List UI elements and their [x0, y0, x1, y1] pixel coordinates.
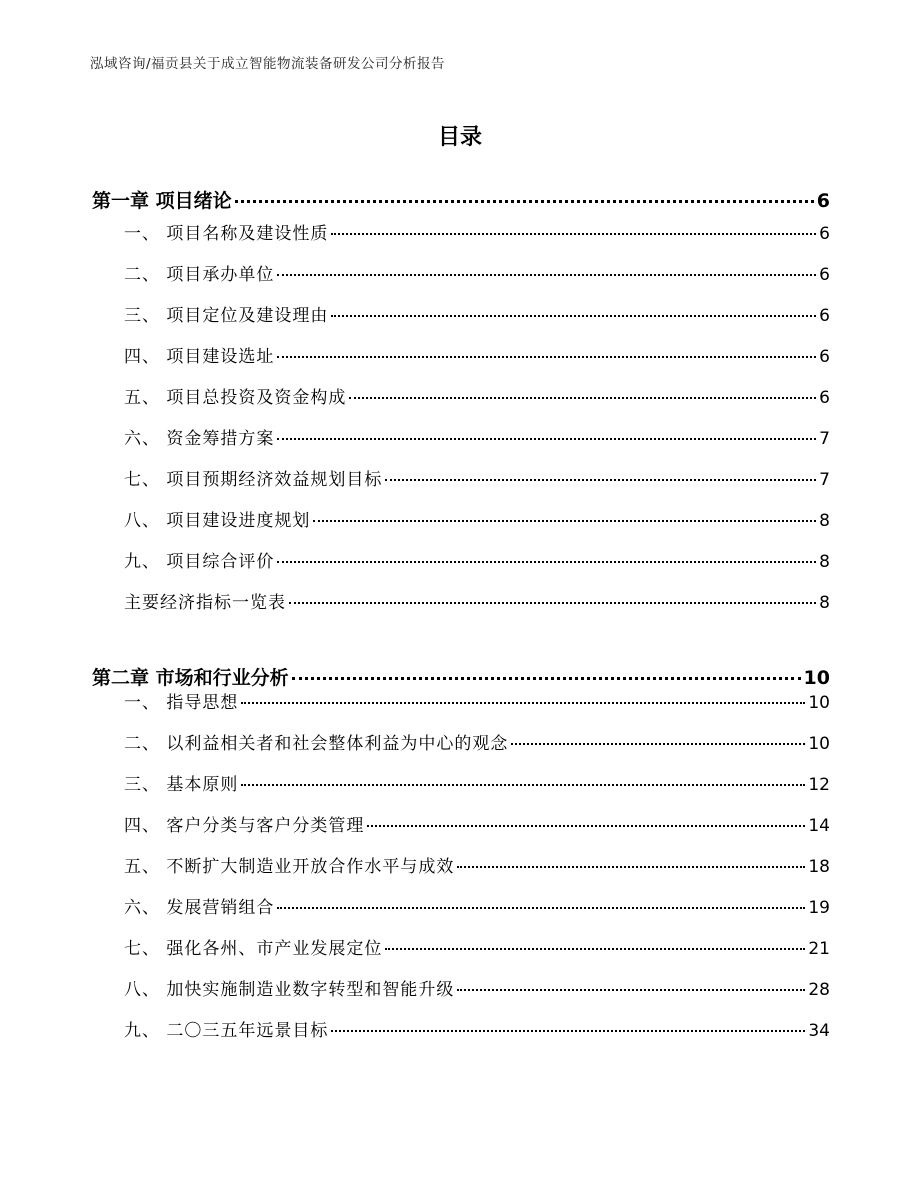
leader-dots: [457, 989, 805, 991]
toc-title: 目录: [437, 125, 482, 150]
toc-section-entry[interactable]: [124, 934, 830, 959]
leader-dots: [367, 825, 805, 827]
toc-section-entry[interactable]: [124, 301, 830, 326]
leader-dots: [385, 948, 805, 950]
leader-dots: [331, 315, 816, 317]
toc-entry-page: 6: [819, 306, 830, 326]
toc-entry-page: 6: [819, 388, 830, 408]
toc-entry-label: 四、 项目建设选址: [124, 347, 275, 367]
toc-section-entry[interactable]: [124, 588, 830, 613]
toc-entry-page: 7: [819, 470, 830, 490]
toc-section-entry[interactable]: [124, 893, 830, 918]
toc-entry-label: 五、 项目总投资及资金构成: [124, 388, 347, 408]
toc-entry-page: 10: [808, 734, 830, 754]
toc-entry-page: 6: [819, 265, 830, 285]
toc-entry-label: 一、 指导思想: [124, 693, 239, 713]
toc-section-entry[interactable]: [124, 975, 830, 1000]
toc-entry-label: 七、 项目预期经济效益规划目标: [124, 470, 383, 490]
toc-entry-label: 八、 项目建设进度规划: [124, 511, 311, 531]
toc-entry-label: 四、 客户分类与客户分类管理: [124, 816, 365, 836]
toc-section-entry[interactable]: [124, 506, 830, 531]
leader-dots: [349, 397, 816, 399]
toc-section-entry[interactable]: [124, 383, 830, 408]
leader-dots: [277, 907, 805, 909]
toc-entry-page: 6: [816, 190, 830, 212]
leader-dots: [385, 479, 816, 481]
toc-entry-label: 主要经济指标一览表: [124, 593, 286, 613]
toc-entry-label: 五、 不断扩大制造业开放合作水平与成效: [124, 857, 455, 877]
toc-chapter-entry[interactable]: [92, 663, 830, 690]
toc-entry-label: 九、 项目综合评价: [124, 552, 275, 572]
toc-entry-page: 28: [808, 980, 830, 1000]
leader-dots: [241, 784, 805, 786]
toc-entry-page: 10: [808, 693, 830, 713]
toc-entry-label: 三、 基本原则: [124, 775, 239, 795]
toc-entry-page: 6: [819, 224, 830, 244]
toc-entry-page: 7: [819, 429, 830, 449]
toc-section-entry[interactable]: [124, 729, 830, 754]
toc-entry-page: 21: [808, 939, 830, 959]
leader-dots: [313, 520, 816, 522]
toc-entry-page: 6: [819, 347, 830, 367]
toc-section-entry[interactable]: [124, 547, 830, 572]
toc-entry-label: 九、 二〇三五年远景目标: [124, 1021, 329, 1041]
toc-entry-page: 8: [819, 593, 830, 613]
toc-chapter-entry[interactable]: [92, 186, 830, 213]
toc-entry-page: 14: [808, 816, 830, 836]
leader-dots: [511, 743, 805, 745]
leader-dots: [241, 702, 805, 704]
leader-dots: [289, 602, 816, 604]
toc-entry-page: 19: [808, 898, 830, 918]
leader-dots: [331, 233, 816, 235]
leader-dots: [292, 677, 801, 680]
toc-section-entry[interactable]: [124, 688, 830, 713]
toc-entry-label: 六、 发展营销组合: [124, 898, 275, 918]
toc-entry-label: 三、 项目定位及建设理由: [124, 306, 329, 326]
toc-entry-page: 8: [819, 552, 830, 572]
leader-dots: [457, 866, 805, 868]
toc-section-entry[interactable]: [124, 424, 830, 449]
leader-dots: [331, 1030, 805, 1032]
leader-dots: [277, 438, 816, 440]
toc-entry-label: 一、 项目名称及建设性质: [124, 224, 329, 244]
toc-entry-label: 第一章 项目绪论: [92, 190, 232, 212]
leader-dots: [235, 200, 814, 203]
toc-section-entry[interactable]: [124, 852, 830, 877]
toc-entry-label: 第二章 市场和行业分析: [92, 667, 289, 689]
toc-entry-label: 七、 强化各州、市产业发展定位: [124, 939, 383, 959]
leader-dots: [277, 561, 816, 563]
toc-section-entry[interactable]: [124, 811, 830, 836]
toc-entry-label: 二、 以利益相关者和社会整体利益为中心的观念: [124, 734, 509, 754]
toc-section-entry[interactable]: [124, 1016, 830, 1041]
toc-entry-page: 10: [803, 667, 830, 689]
toc-entry-page: 34: [808, 1021, 830, 1041]
toc-entry-label: 六、 资金筹措方案: [124, 429, 275, 449]
toc-section-entry[interactable]: [124, 770, 830, 795]
toc-section-entry[interactable]: [124, 342, 830, 367]
toc-entry-page: 12: [808, 775, 830, 795]
leader-dots: [277, 356, 816, 358]
leader-dots: [277, 274, 816, 276]
page-header: 泓域咨询/福贡县关于成立智能物流装备研发公司分析报告: [90, 56, 446, 72]
toc-entry-label: 二、 项目承办单位: [124, 265, 275, 285]
toc-section-entry[interactable]: [124, 219, 830, 244]
toc-entry-page: 8: [819, 511, 830, 531]
toc-entry-label: 八、 加快实施制造业数字转型和智能升级: [124, 980, 455, 1000]
toc-entry-page: 18: [808, 857, 830, 877]
toc-section-entry[interactable]: [124, 260, 830, 285]
toc-section-entry[interactable]: [124, 465, 830, 490]
